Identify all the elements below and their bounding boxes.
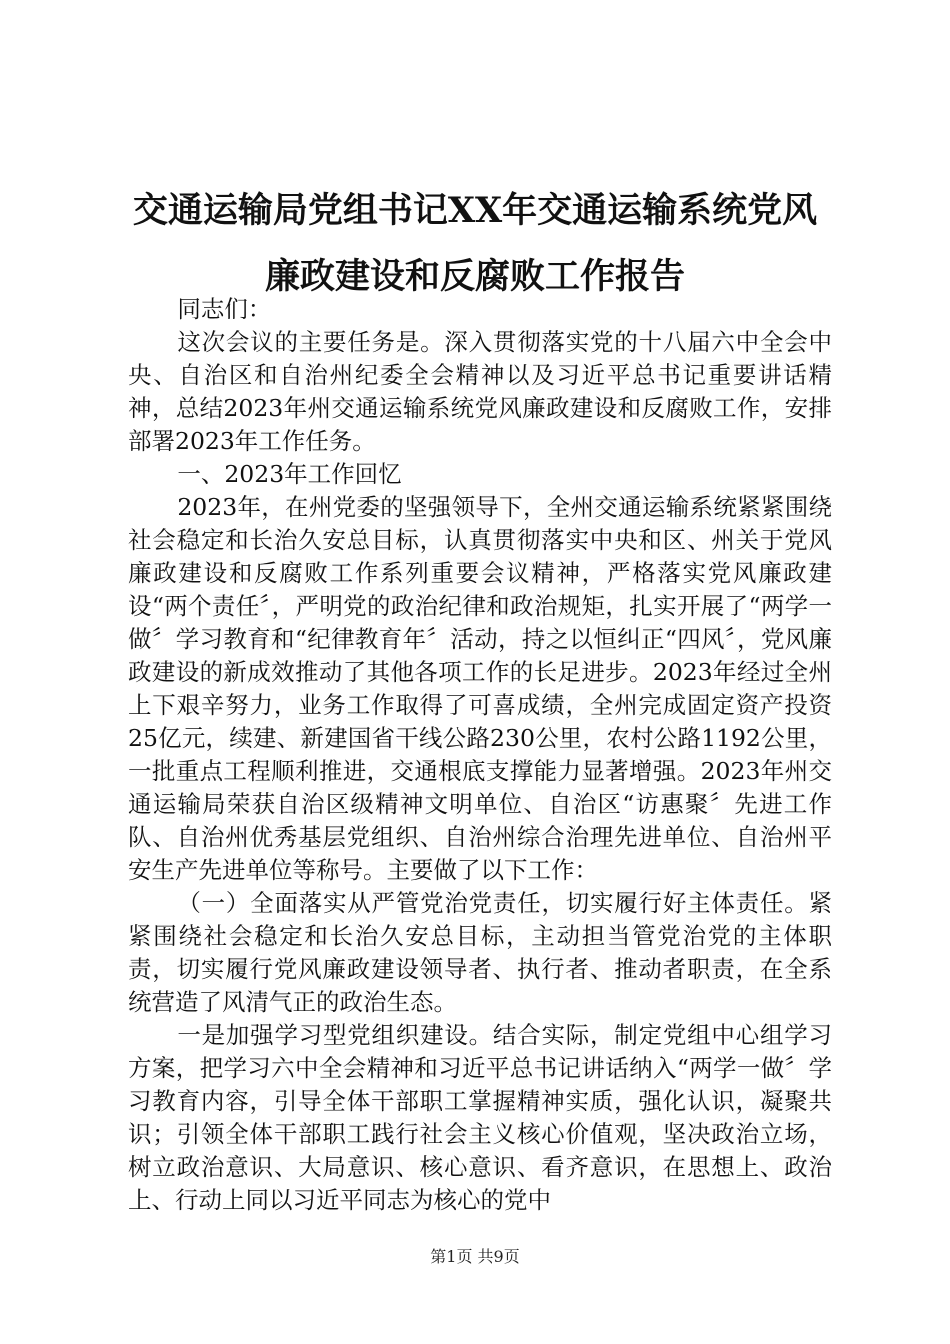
paragraph: 一是加强学习型党组织建设。结合实际，制定党组中心组学习方案，把学习六中全会精神和习近平总书记讲话纳入“两学一做〞学习教育内容，引导全体干部职工掌握精神实质，强化认识，凝聚共识；引领全体干部职工践行社会主义核心价值观，坚决政治立场，树立政治意识、大局意识、核心意识、看齐意识，在思想上、政治上、行动上同以习近平同志为核心的党中 [128,1021,832,1214]
paragraph: 2023年，在州党委的坚强领导下，全州交通运输系统紧紧围绕社会稳定和长治久安总目标，认真贯彻落实中央和区、州关于党风廉政建设和反腐败工作系列重要会议精神，严格落实党风廉政建设“两个责任〞，严明党的政治纪律和政治规矩，扎实开展了“两学一做〞学习教育和“纪律教育年〞活动，持之以恒纠正“四风〞，党风廉政建设的新成效推动了其他各项工作的长足进步。2023年经过全州上下艰辛努力，业务工作取得了可喜成绩，全州完成固定资产投资25亿元，续建、新建国省干线公路230公里，农村公路1192公里，一批重点工程顺利推进，交通根底支撑能力显著增强。2023年州交通运输局荣获自治区级精神文明单位、自治区“访惠聚〞先进工作队、自治州优秀基层党组织、自治州综合治理先进单位、自治州平安生产先进单位等称号。主要做了以下工作： [128,493,832,884]
page-number: 第1页 共9页 [430,1247,520,1266]
title-line-1: 交通运输局党组书记XX年交通运输系统党风 [132,190,818,231]
paragraph: 这次会议的主要任务是。深入贯彻落实党的十八届六中全会中央、自治区和自治州纪委全会精神以及习近平总书记重要讲话精神，总结2023年州交通运输系统党风廉政建设和反腐败工作，安排部署2023年工作任务。 [128,328,832,455]
paragraph: （一）全面落实从严管党治党责任，切实履行好主体责任。紧紧围绕社会稳定和长治久安总目标，主动担当管党治党的主体职责，切实履行党风廉政建设领导者、执行者、推动者职责，在全系统营造了风清气正的政治生态。 [128,889,832,1016]
document-title [120,178,830,310]
title-line-2: 廉政建设和反腐败工作报告 [264,256,685,297]
document-body [128,293,832,1217]
section-heading: 一、2023年工作回忆 [177,460,402,488]
salutation: 同志们： [177,295,272,323]
